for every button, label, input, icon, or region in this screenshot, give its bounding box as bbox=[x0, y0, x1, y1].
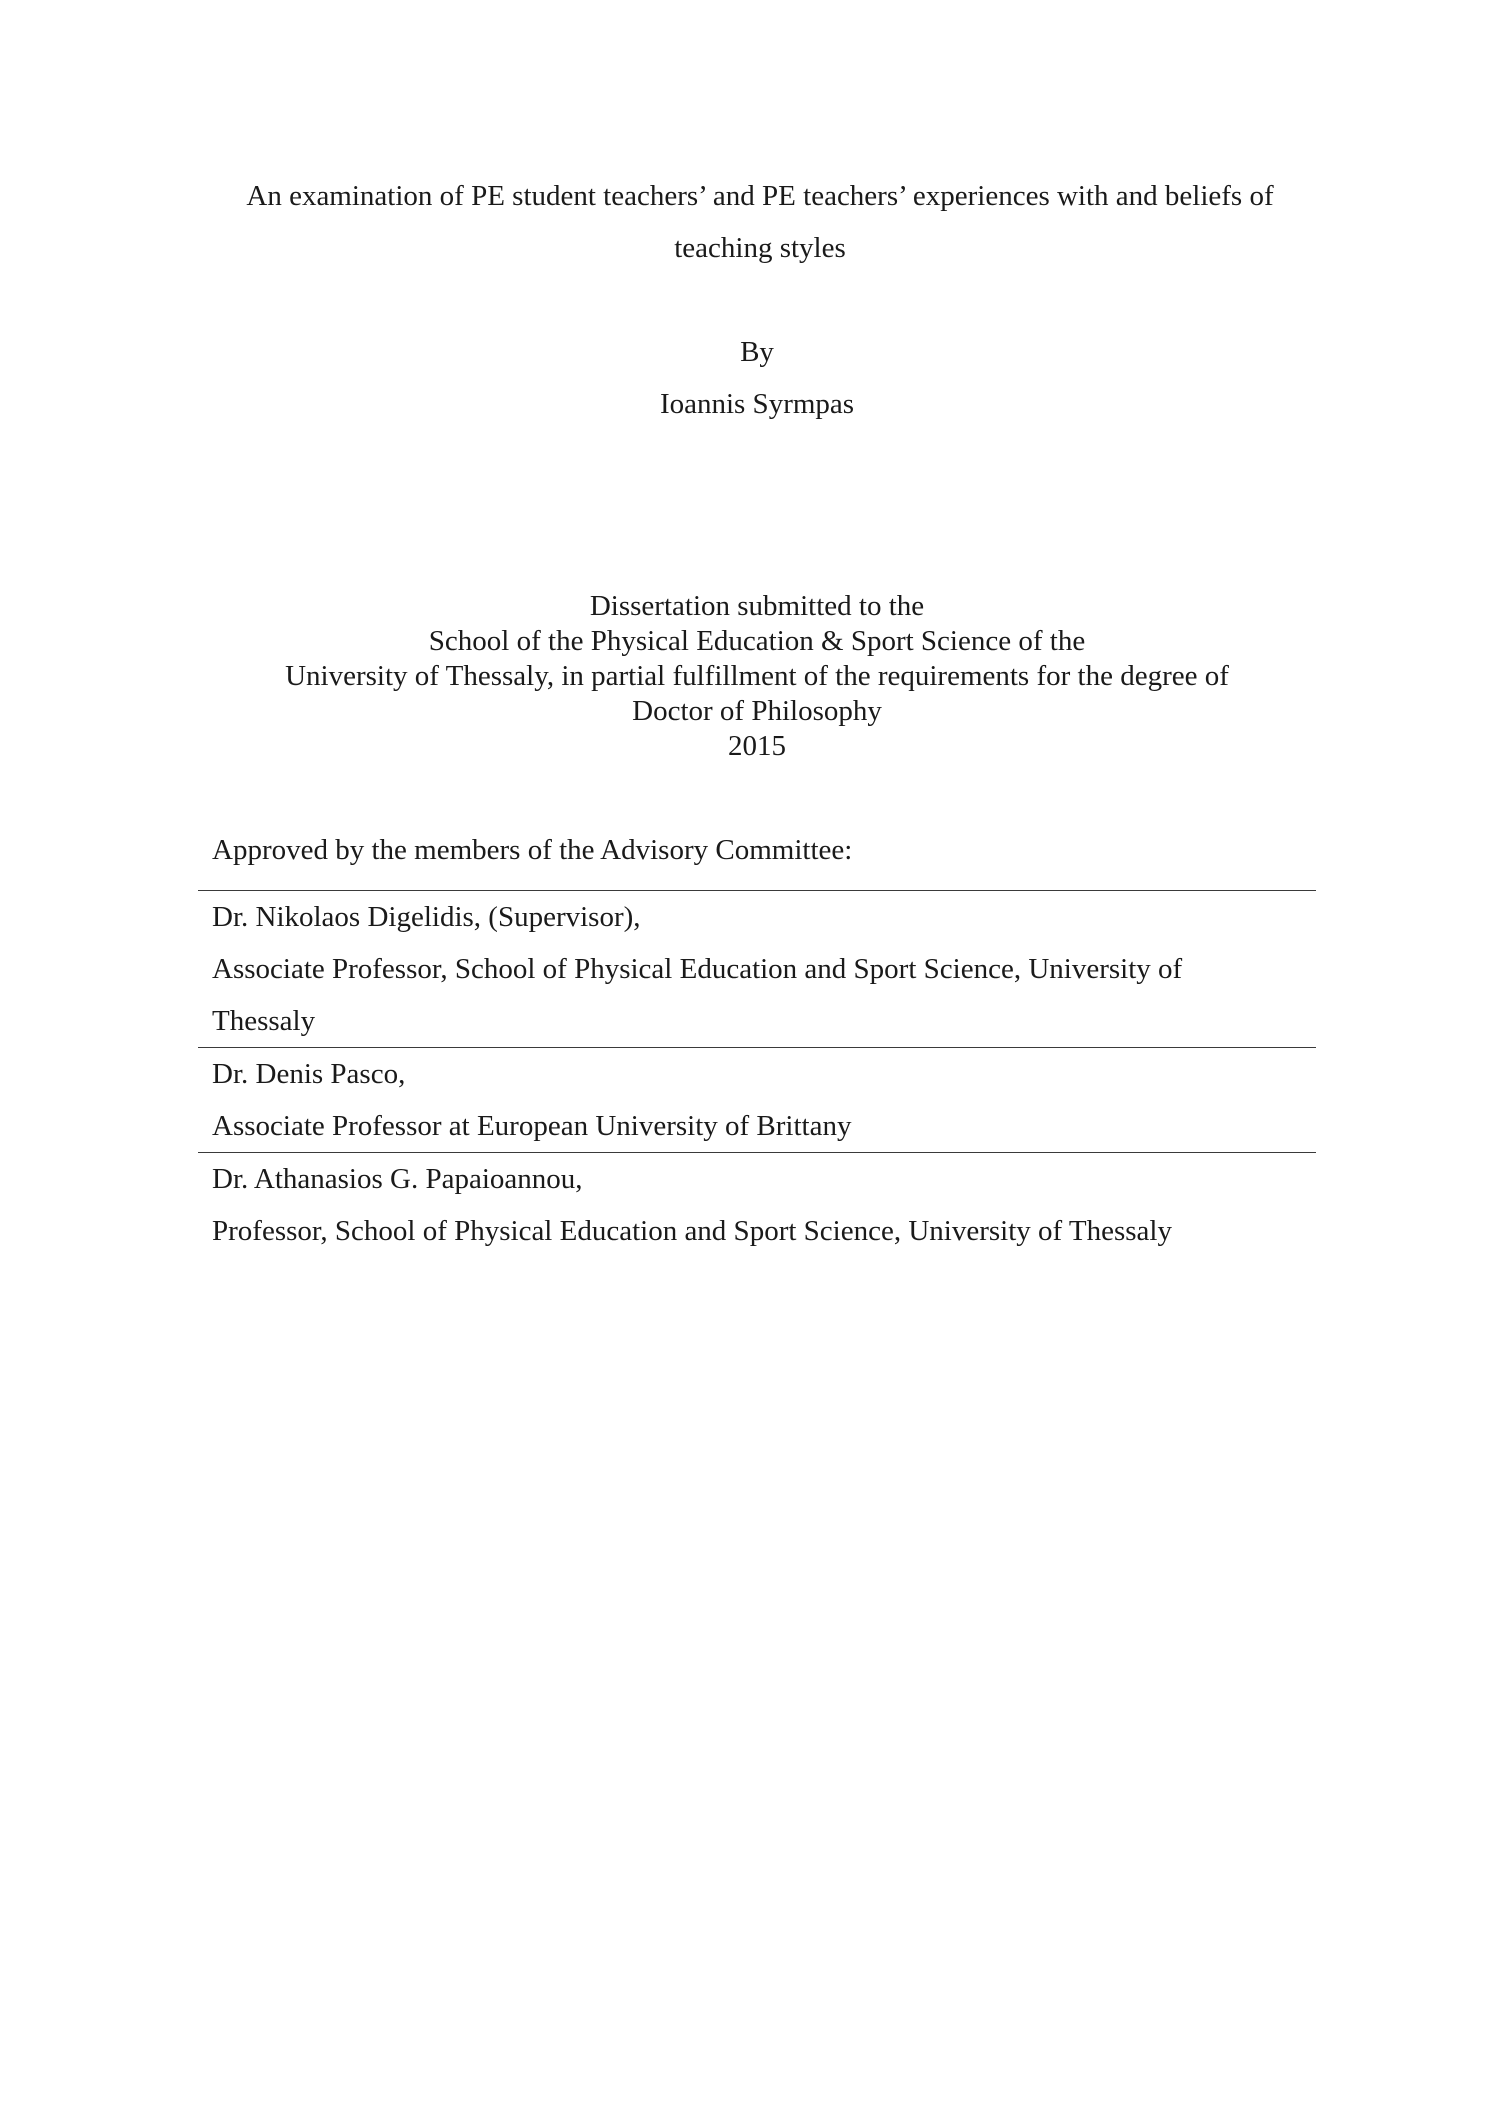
by-label: By bbox=[740, 336, 774, 368]
submission-line-3: University of Thessaly, in partial fulfillment of the requirements for the degree of bbox=[285, 660, 1229, 692]
committee-member bbox=[198, 1048, 1316, 1152]
member-affiliation: Associate Professor, School of Physical Education and Sport Science, University of bbox=[212, 953, 1183, 985]
committee-heading: Approved by the members of the Advisory Committee: bbox=[212, 834, 853, 866]
degree-name: Doctor of Philosophy bbox=[632, 695, 882, 727]
title-line-2: teaching styles bbox=[674, 232, 846, 264]
member-name: Dr. Athanasios G. Papaioannou, bbox=[212, 1163, 583, 1195]
submission-line-1: Dissertation submitted to the bbox=[589, 590, 925, 622]
advisory-committee bbox=[198, 824, 1316, 1257]
title-line-1: An examination of PE student teachers’ and PE teachers’ experiences with and beliefs of bbox=[246, 180, 1274, 212]
committee-member bbox=[198, 1153, 1316, 1257]
submission-statement bbox=[0, 589, 1489, 764]
author-name: Ioannis Syrmpas bbox=[659, 388, 855, 420]
member-name: Dr. Denis Pasco, bbox=[212, 1058, 406, 1090]
member-affiliation: Professor, School of Physical Education and Sport Science, University of Thessaly bbox=[212, 1215, 1172, 1247]
submission-year: 2015 bbox=[728, 730, 786, 762]
committee-member bbox=[198, 891, 1316, 1047]
member-affiliation-continued: Thessaly bbox=[212, 1005, 316, 1037]
member-affiliation: Associate Professor at European University of Brittany bbox=[212, 1110, 852, 1142]
byline bbox=[0, 326, 1489, 430]
dissertation-title bbox=[200, 170, 1320, 274]
submission-line-2: School of the Physical Education & Sport Science of the bbox=[428, 625, 1086, 657]
member-name: Dr. Nikolaos Digelidis, (Supervisor), bbox=[212, 901, 641, 933]
